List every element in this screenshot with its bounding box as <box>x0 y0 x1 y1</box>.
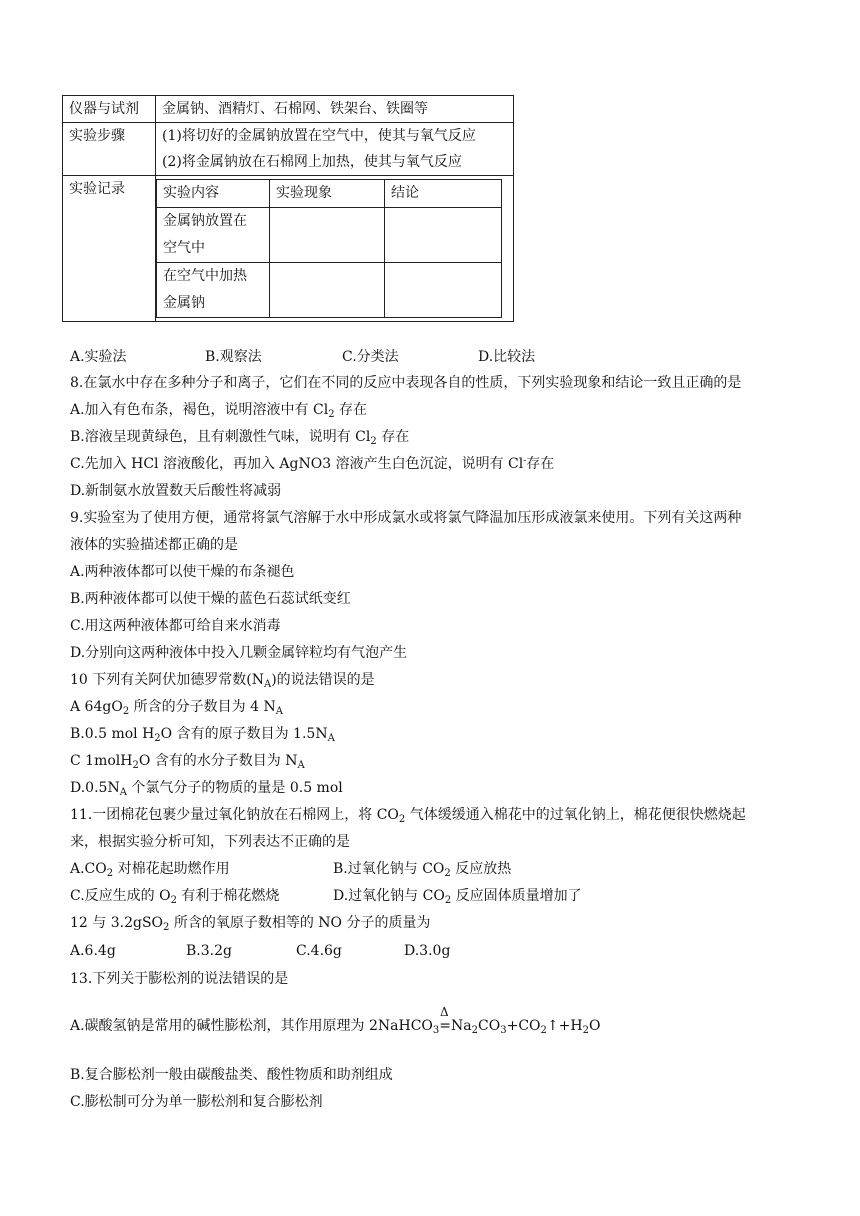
q7-option-a: A.实验法 <box>70 349 127 365</box>
q11-option-d: D.过氧化钠与 $CO_2$ 反应固体质量增加了 <box>333 888 582 906</box>
q13-option-c: C.膨松制可分为单一膨松剂和复合膨松剂 <box>70 1094 323 1110</box>
q9-option-a: A.两种液体都可以使干燥的布条褪色 <box>70 564 295 580</box>
empty-cell <box>385 208 502 263</box>
q12-option-a: A.6.4g <box>70 943 116 959</box>
table-label-instruments: 仪器与试剂 <box>63 96 156 123</box>
step-2: (2)将金属钠放在石棉网上加热，使其与氧气反应 <box>162 154 462 170</box>
q8-option-b: B.溶液呈现黄绿色，且有刺激性气味，说明有 $Cl_2$ 存在 <box>70 429 410 447</box>
q7-option-d: D.比较法 <box>478 349 536 365</box>
record-table <box>156 179 502 318</box>
table-row <box>157 180 502 208</box>
q10-option-b: B.0.5 mol $H_2O$ 含有的原子数目为 $1.5N_A$ <box>70 726 335 744</box>
q10-stem: 10 下列有关阿伏加德罗常数$(N_A)$的说法错误的是 <box>70 672 375 690</box>
q11-stem-line2: 来，根据实验分析可知，下列表达不正确的是 <box>70 834 350 850</box>
q8-option-a: A.加入有色布条，褐色，说明溶液中有 $Cl_2$ 存在 <box>70 402 368 420</box>
record-cell-1: 金属钠放置在 空气中 <box>157 208 270 263</box>
table-label-record: 实验记录 <box>63 176 156 322</box>
q8-option-c: C.先加入 HCl 溶液酸化，再加入 AgNO3 溶液产生白色沉淀，说明有 Cl-存在 <box>70 456 555 472</box>
q13-option-a: A.碳酸氢钠是常用的碱性膨松剂，其作用原理为 2NaHCO$_3$ Δ $=Na_2CO_3+CO_2↑+H_2O$ <box>70 1005 601 1036</box>
q9-option-b: B.两种液体都可以使干燥的蓝色石蕊试纸变红 <box>70 591 351 607</box>
q10-option-a: A $64gO_2$ 所含的分子数目为 4 $N_A$ <box>70 699 283 717</box>
record-cell-2: 在空气中加热 金属钠 <box>157 263 270 318</box>
q11-option-c: C.反应生成的 $O_2$ 有利于棉花燃烧 <box>70 888 280 906</box>
table-instruments-content: 金属钠、酒精灯、石棉网、铁架台、铁圈等 <box>156 96 514 123</box>
q12-option-b: B.3.2g <box>186 943 232 959</box>
q8-option-d: D.新制氨水放置数天后酸性将减弱 <box>70 483 282 499</box>
q11-option-a: $A.CO_2$ 对棉花起助燃作用 <box>70 861 230 879</box>
q10-option-d: $D.0.5N_A$ 个氯气分子的物质的量是 0.5 mol <box>70 780 343 798</box>
q11-option-b: B.过氧化钠与 $CO_2$ 反应放热 <box>333 861 512 879</box>
q13-stem: 13.下列关于膨松剂的说法错误的是 <box>70 971 289 987</box>
q10-option-c: C 1molH$_2$O 含有的水分子数目为 $N_A$ <box>70 753 305 771</box>
table-row <box>157 263 502 318</box>
q11-stem-line1: 11.一团棉花包裹少量过氧化钠放在石棉网上，将 $CO_2$ 气体缓缓通入棉花中的过氧化钠上，棉花便很快燃烧起 <box>70 807 746 825</box>
q13-option-b: B.复合膨松剂一般由碳酸盐类、酸性物质和助剂组成 <box>70 1067 393 1083</box>
table-row <box>157 208 502 263</box>
experiment-table <box>62 95 514 322</box>
header-conclusion: 结论 <box>385 180 502 208</box>
q12-stem: 12 与 3.2gSO$_2$ 所含的氧原子数相等的 NO 分子的质量为 <box>70 915 431 933</box>
table-label-steps: 实验步骤 <box>63 123 156 176</box>
empty-cell <box>270 263 385 318</box>
q9-stem-line1: 9.实验室为了使用方便，通常将氯气溶解于水中形成氯水或将氯气降温加压形成液氯来使用。下列有关这两种 <box>70 510 742 526</box>
empty-cell <box>270 208 385 263</box>
q9-option-d: D.分别向这两种液体中投入几颗金属锌粒均有气泡产生 <box>70 645 408 661</box>
q9-stem-line2: 液体的实验描述都正确的是 <box>70 537 238 553</box>
q12-option-d: D.3.0g <box>404 943 451 959</box>
q7-option-c: C.分类法 <box>342 349 399 365</box>
q7-option-b: B.观察法 <box>205 349 262 365</box>
q12-option-c: C.4.6g <box>296 943 342 959</box>
heat-condition: Δ = <box>439 1005 452 1034</box>
q9-option-c: C.用这两种液体都可给自来水消毒 <box>70 618 281 634</box>
step-1: (1)将切好的金属钠放置在空气中，使其与氧气反应 <box>162 128 476 144</box>
table-row <box>63 176 514 322</box>
table-row <box>63 123 514 176</box>
table-row <box>63 96 514 123</box>
q8-stem: 8.在氯水中存在多种分子和离子，它们在不同的反应中表现各自的性质，下列实验现象和结论一致且正确的是 <box>70 375 742 391</box>
empty-cell <box>385 263 502 318</box>
header-phenomenon: 实验现象 <box>270 180 385 208</box>
header-content: 实验内容 <box>157 180 270 208</box>
